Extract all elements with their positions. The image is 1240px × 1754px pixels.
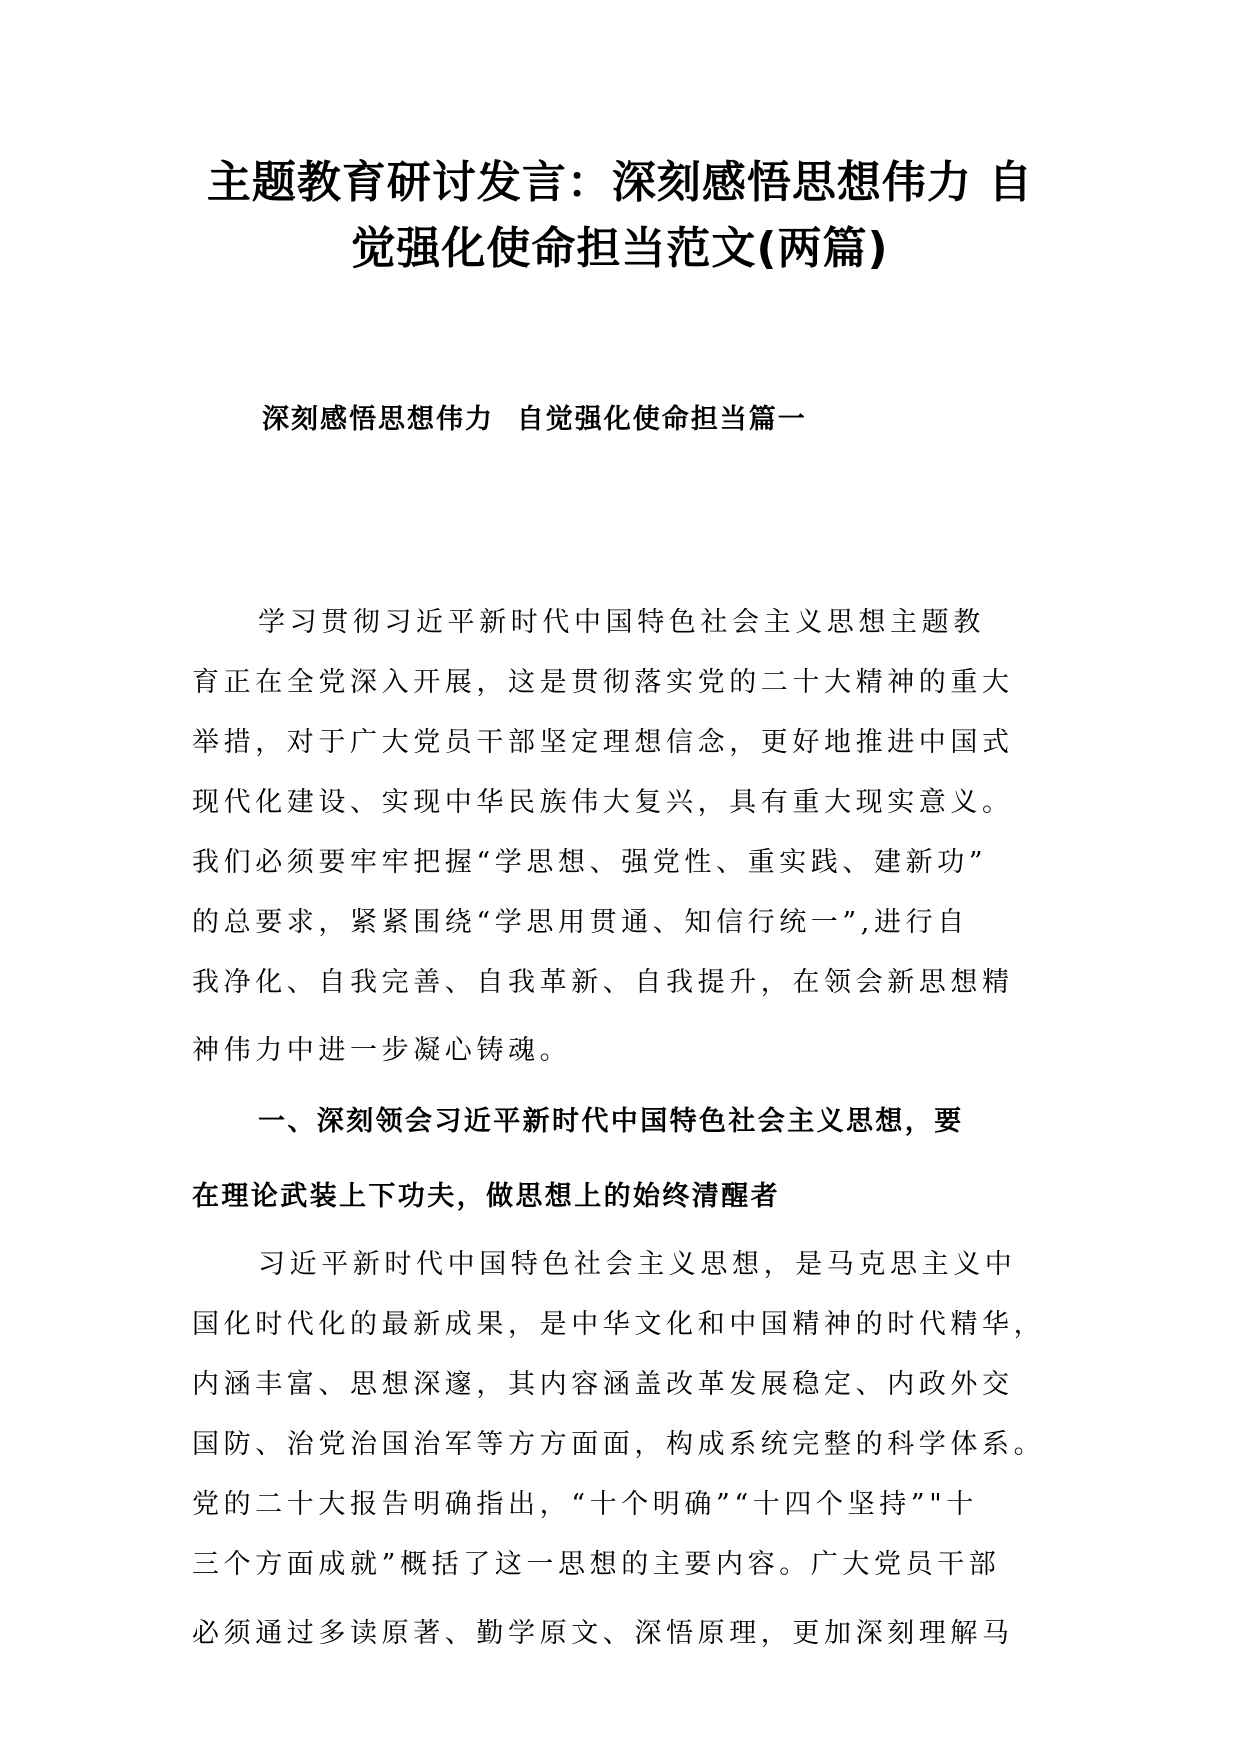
paragraph-line: 国化时代化的最新成果，是中华文化和中国精神的时代精华， <box>192 1309 1046 1340</box>
paragraph-line: 学习贯彻习近平新时代中国特色社会主义思想主题教 <box>258 607 985 638</box>
article-subtitle: 深刻感悟思想伟力 自觉强化使命担当篇一 <box>262 404 807 435</box>
paragraph-line: 的总要求，紧紧围绕“学思用贯通、知信行统一”,进行自 <box>192 907 969 938</box>
paragraph-line: 举措，对于广大党员干部坚定理想信念，更好地推进中国式 <box>192 727 1014 758</box>
document-title <box>160 150 1080 282</box>
title-line: 主题教育研讨发言：深刻感悟思想伟力 自 <box>206 157 1034 208</box>
heading-line: 在理论武装上下功夫，做思想上的始终清醒者 <box>192 1181 780 1212</box>
paragraph-line: 现代化建设、实现中华民族伟大复兴，具有重大现实意义。 <box>192 787 1014 818</box>
title-line: 觉强化使命担当范文(两篇) <box>351 223 889 274</box>
paragraph-line: 必须通过多读原著、勤学原文、深悟原理，更加深刻理解马 <box>192 1618 1014 1649</box>
paragraph-line: 育正在全党深入开展，这是贯彻落实党的二十大精神的重大 <box>192 667 1014 698</box>
paragraph-line: 三个方面成就”概括了这一思想的主要内容。广大党员干部 <box>192 1549 1001 1580</box>
paragraph-line: 我们必须要牢牢把握“学思想、强党性、重实践、建新功” <box>192 847 988 878</box>
paragraph-line: 神伟力中进一步凝心铸魂。 <box>192 1035 572 1066</box>
heading-line: 一、深刻领会习近平新时代中国特色社会主义思想，要 <box>258 1106 964 1137</box>
paragraph-line: 内涵丰富、思想深邃，其内容涵盖改革发展稳定、内政外交 <box>192 1369 1014 1400</box>
paragraph-line: 习近平新时代中国特色社会主义思想，是马克思主义中 <box>258 1249 1017 1280</box>
paragraph-line: 我净化、自我完善、自我革新、自我提升，在领会新思想精 <box>192 967 1014 998</box>
paragraph-line: 党的二十大报告明确指出，“十个明确”“十四个坚持”"十 <box>192 1489 978 1520</box>
paragraph-line: 国防、治党治国治军等方方面面，构成系统完整的科学体系。 <box>192 1429 1046 1460</box>
